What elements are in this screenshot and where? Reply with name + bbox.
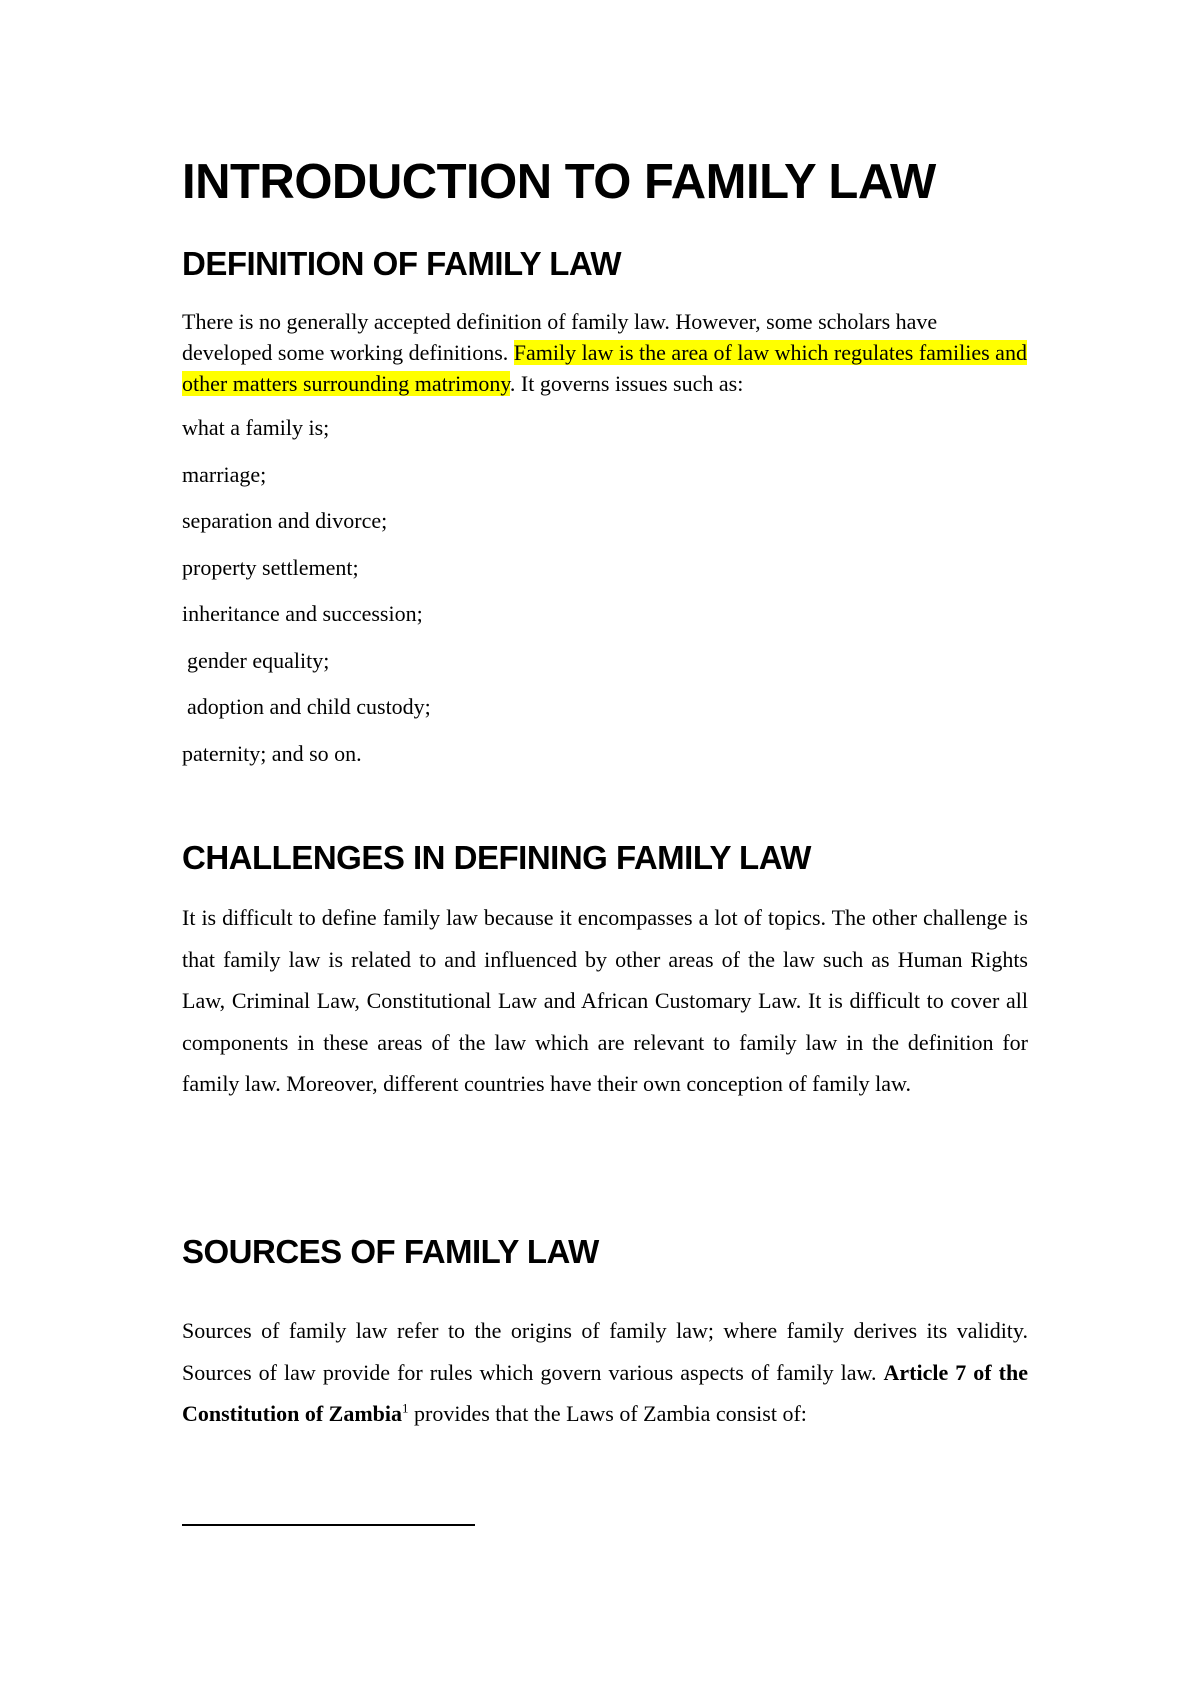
issue-item: adoption and child custody; [187, 694, 431, 719]
definition-paragraph [182, 306, 1028, 399]
highlighted-definition: Family law is the area of law which regulates families and other matters surrounding matrimony [182, 340, 1027, 396]
definition-lead-text: There is no generally accepted definition of family law. However, some scholars have developed some working definitions. [182, 309, 938, 365]
definition-heading: DEFINITION OF FAMILY LAW [182, 245, 622, 282]
constitution-reference: Article 7 of the Constitution of Zambia [182, 1359, 1028, 1427]
document-title: INTRODUCTION TO FAMILY LAW [182, 155, 936, 209]
footnote-separator [182, 1524, 475, 1526]
issue-item: property settlement; [182, 555, 359, 580]
issue-item: paternity; and so on. [182, 741, 362, 766]
challenges-heading: CHALLENGES IN DEFINING FAMILY LAW [182, 839, 811, 876]
sources-heading: SOURCES OF FAMILY LAW [182, 1233, 599, 1270]
sources-tail-text: provides that the Laws of Zambia consist of: [408, 1401, 807, 1427]
sources-paragraph [182, 1310, 1028, 1435]
definition-tail-text: . It governs issues such as: [509, 371, 744, 396]
sources-lead-text: Sources of family law refer to the origins of family law; where family derives its validity. Sources of law provide for rules which govern various aspects of family law. [182, 1318, 1028, 1385]
challenges-paragraph: It is difficult to define family law because it encompasses a lot of topics. The other challenge is that family law is related to and influenced by other areas of the law such as Human Rights Law, Criminal Law, Constitutional Law and African Customary Law. It is difficult to cover all components in these areas of the law which are relevant to family law in the definition for family law. Moreover, different countries have their own conception of family law. [182, 905, 1028, 1097]
issue-item: inheritance and succession; [182, 601, 423, 626]
footnote-marker[interactable]: 1 [402, 1400, 409, 1416]
issue-item: what a family is; [182, 415, 330, 440]
issue-item: gender equality; [187, 648, 330, 673]
issue-item: marriage; [182, 462, 267, 487]
issue-item: separation and divorce; [182, 508, 388, 533]
